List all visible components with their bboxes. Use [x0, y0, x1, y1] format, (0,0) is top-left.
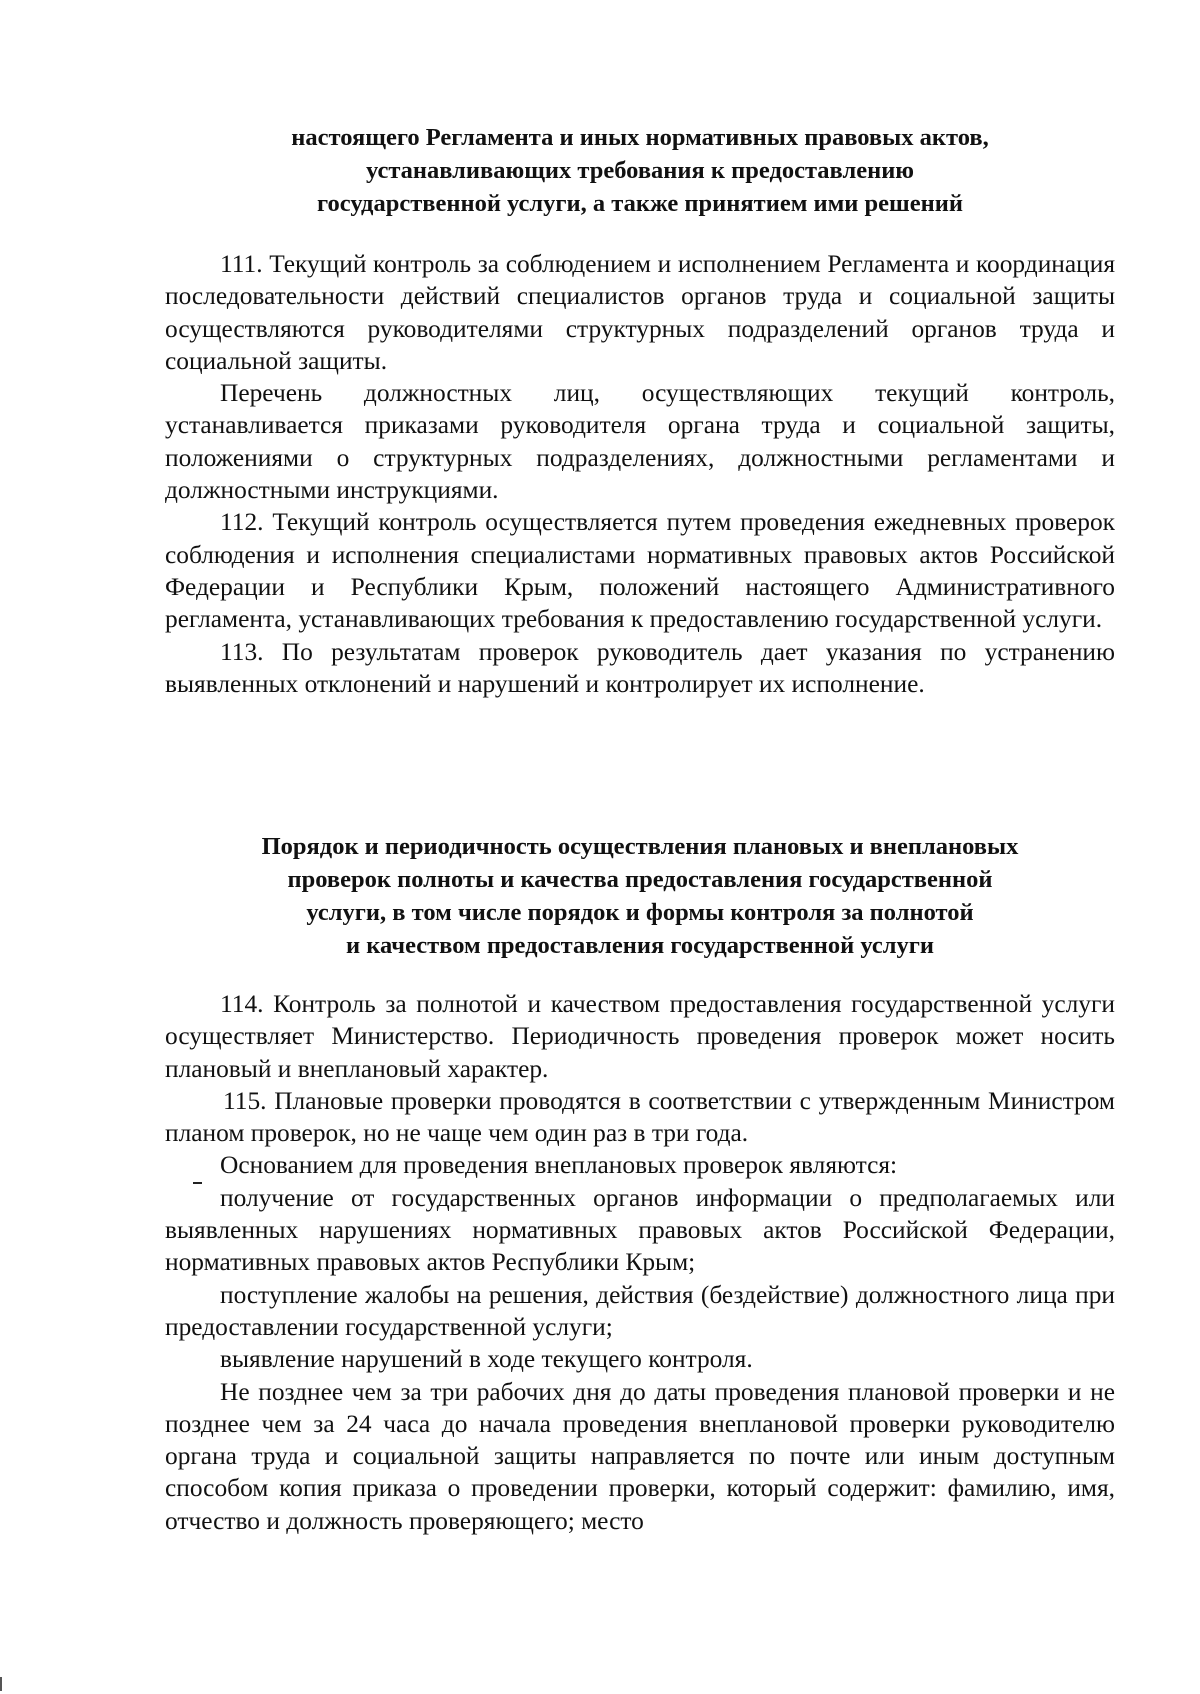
paragraph-grounds-intro: Основанием для проведения внеплановых проверок являются: [220, 1151, 898, 1180]
paragraph-113: 113. По результатам проверок руководитель дает указания по устранению выявленных отклонений и нарушений и контролирует их исполнение. [165, 637, 1115, 698]
paragraph-112: 112. Текущий контроль осуществляется путем проведения ежедневных проверок соблюдения и исполнения специалистами нормативных правовых актов Российской Федерации и Республики Крым, положений настоящего Административного регламента, устанавливающих требования к предоставлению государственной услуги. [165, 508, 1115, 634]
heading-line: государственной услуги, а также принятием ими решений [317, 190, 963, 217]
section-heading [165, 830, 1115, 962]
section-body [165, 988, 1115, 1537]
paragraph-officials-list: Перечень должностных лиц, осуществляющих текущий контроль, устанавливается приказами руководителя органа труда и социальной защиты, положениями о структурных подразделениях, должностными регламентами и должностными инструкциями. [165, 379, 1115, 505]
paragraph-notification: Не позднее чем за три рабочих дня до даты проведения плановой проверки и не позднее чем за 24 часа до начала проведения внеплановой проверки руководителю органа труда и социальной защиты направляется по почте или иным доступным способом копия приказа о проведении проверки, который содержит: фамилию, имя, отчество и должность проверяющего; место [165, 1377, 1115, 1535]
paragraph-114: 114. Контроль за полнотой и качеством предоставления государственной услуги осуществляет Министерство. Периодичность проведения проверок может носить плановый и внеплановый характер. [165, 990, 1115, 1083]
heading-line: услуги, в том числе порядок и формы контроля за полнотой [306, 899, 974, 926]
paragraph-111: 111. Текущий контроль за соблюдением и исполнением Регламента и координация последовательности действий специалистов органов труда и социальной защиты осуществляются руководителями структурных подразделений органов труда и социальной защиты. [165, 250, 1115, 375]
heading-line: Порядок и периодичность осуществления плановых и внеплановых [261, 833, 1019, 860]
paragraph-ground-violations: выявление нарушений в ходе текущего контроля. [220, 1345, 753, 1374]
section-heading [165, 121, 1115, 220]
heading-line: проверок полноты и качества предоставления государственной [287, 866, 993, 893]
heading-line: и качеством предоставления государственной услуги [346, 932, 934, 959]
scan-edge-mark [0, 1677, 2, 1691]
paragraph-115: 115. Плановые проверки проводятся в соответствии с утвержденным Министром планом проверок, но не чаще чем один раз в три года. [165, 1086, 1115, 1148]
scan-mark [193, 1182, 202, 1184]
section-body [165, 248, 1115, 700]
heading-line: настоящего Регламента и иных нормативных правовых актов, [291, 124, 989, 151]
paragraph-ground-complaint: поступление жалобы на решения, действия (бездействие) должностного лица при предоставлении государственной услуги; [165, 1280, 1115, 1341]
heading-line: устанавливающих требования к предоставлению [365, 157, 915, 184]
paragraph-ground-information: получение от государственных органов информации о предполагаемых или выявленных нарушениях нормативных правовых актов Российской Федерации, нормативных правовых актов Республики Крым; [165, 1183, 1115, 1277]
